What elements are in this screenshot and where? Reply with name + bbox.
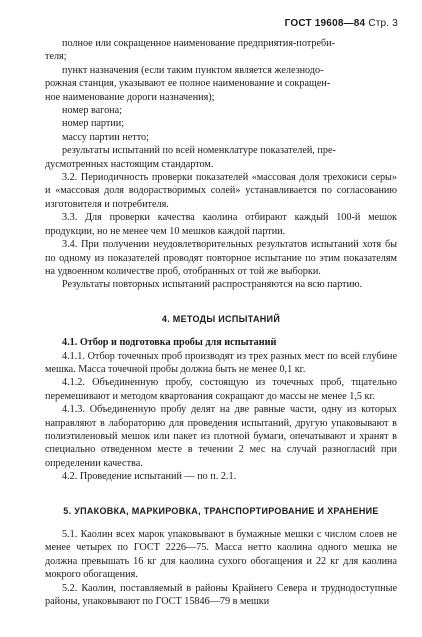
- text-line: полное или сокращенное наименование предприятия-потреби-: [62, 38, 336, 49]
- paragraph-3-4-result: Результаты повторных испытаний распространяются на всю партию.: [62, 279, 363, 291]
- document-body: [45, 37, 397, 608]
- paragraph-5-1: 5.1. Каолин всех марок упаковывают в бумажные мешки с числом слоев не менее четырех по ГОСТ 2226—75. Масса нетто каолина одного мешка не должна превышать 16 кг для каолина сухого обогащения и 22 кг для каолина мокрого обогащения.: [45, 529, 397, 581]
- text-line: дусмотренных настоящим стандартом.: [45, 158, 214, 170]
- page-header: [285, 17, 398, 30]
- text-line: результаты испытаний по всей номенклатуре показателей, пре-: [62, 145, 336, 157]
- page-number: Стр. 3: [368, 18, 398, 29]
- text-line: ное наименование дороги назначения);: [45, 91, 215, 103]
- paragraph-5-2: 5.2. Каолин, поставляемый в районы Крайнего Севера и труднодоступные районы, упаковывают по ГОСТ 15846—79 в мешки: [45, 582, 397, 608]
- paragraph-4-1-1: 4.1.1. Отбор точечных проб производят из трех разных мест по всей глубине мешка. Масса точечной пробы должна быть не менее 0,1 кг.: [45, 350, 397, 375]
- text-line: рожная станция, указывают ее полное наименование и сокращен-: [45, 78, 331, 90]
- text-line: номер партии;: [62, 118, 125, 130]
- section-4-title: 4. МЕТОДЫ ИСПЫТАНИЙ: [161, 313, 281, 324]
- paragraph-4-2: 4.2. Проведение испытаний — по п. 2.1.: [62, 471, 237, 483]
- text-line: пункт назначения (если таким пунктом является железнодо-: [62, 64, 324, 76]
- paragraph-4-1-3: 4.1.3. Объединенную пробу делят на две равные части, одну из которых направляют в лабораторию для проведения испытаний, другую упаковывают в полиэтиленовый мешок или пакет из плотной бумаги, опечатывают и хранят в специально отведенном месте в течении 2 мес на случай разногласий при определении качества.: [45, 404, 397, 469]
- paragraph-3-4: 3.4. При получении неудовлетворительных результатов испытаний хотя бы по одному из показателей проводят повторное испытание по этим показателям на удвоенном количестве проб, отобранных от той же выборки.: [45, 239, 397, 277]
- text-line: массу партии нетто;: [62, 131, 149, 143]
- standard-number: ГОСТ 19608—84: [284, 18, 366, 29]
- section-5-title: 5. УПАКОВКА, МАРКИРОВКА, ТРАНСПОРТИРОВАНИЕ И ХРАНЕНИЕ: [63, 505, 379, 516]
- paragraph-4-1-2: 4.1.2. Объединенную пробу, состоящую из точечных проб, тщательно перемешивают и методом квартования сокращают до массы не менее 1,5 кг.: [45, 377, 397, 402]
- paragraph-3-2: 3.2. Периодичность проверки показателей «массовая доля трехокиси серы» и «массовая доля водорастворимых солей» устанавливается по согласованию изготовителя и потребителя.: [45, 172, 397, 210]
- paragraph-3-3: 3.3. Для проверки качества каолина отбирают каждый 100-й мешок продукции, но не менее чем 10 мешков каждой партии.: [45, 212, 397, 237]
- text-line: номер вагона;: [62, 105, 122, 117]
- subsection-4-1-title: 4.1. Отбор и подготовка пробы для испытаний: [62, 337, 277, 349]
- text-line: теля;: [45, 51, 67, 63]
